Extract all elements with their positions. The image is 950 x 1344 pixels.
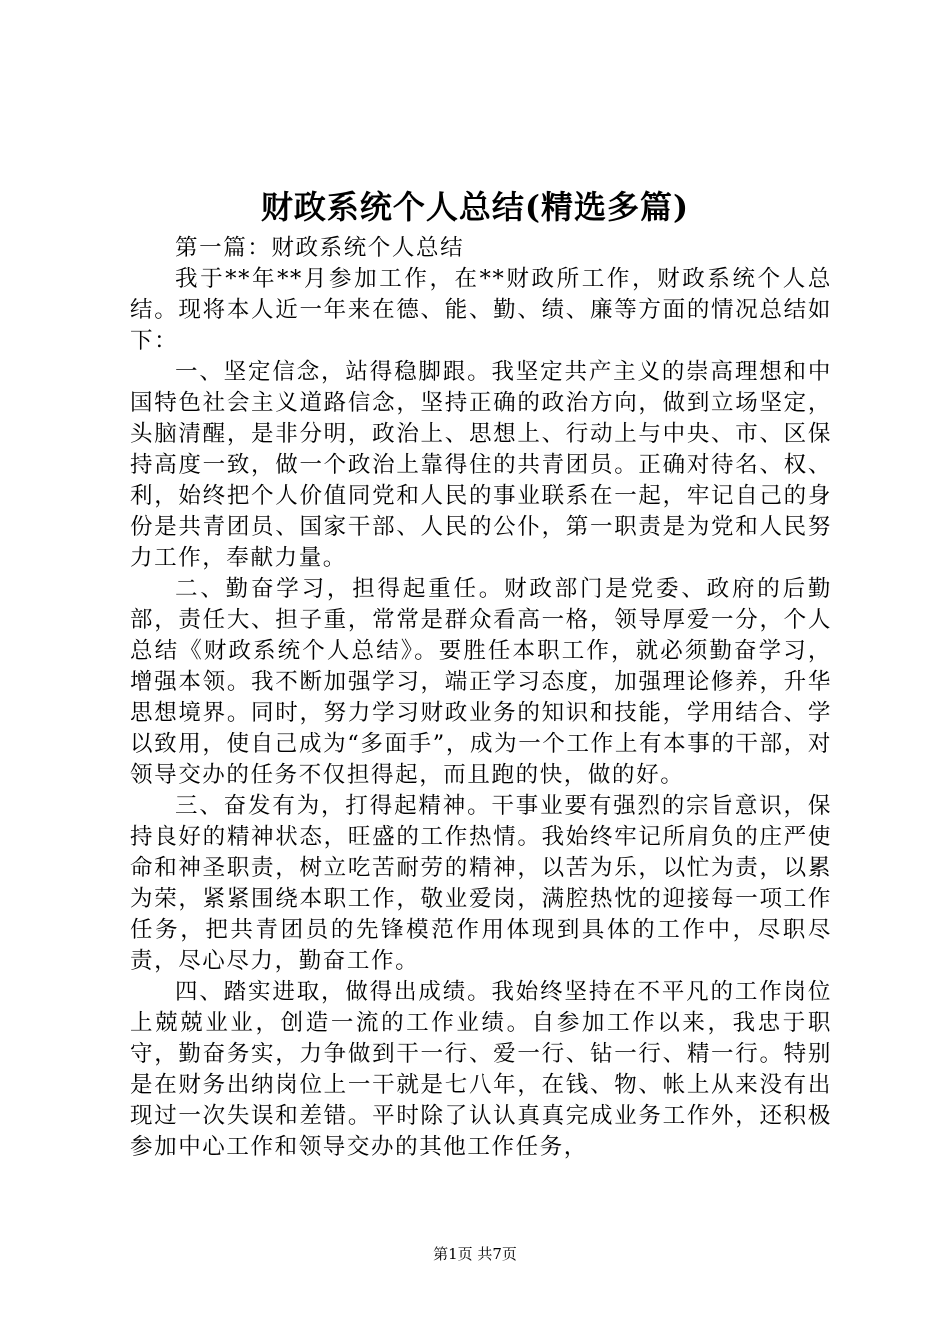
body-paragraph: 四、踏实进取，做得出成绩。我始终坚持在不平凡的工作岗位上兢兢业业，创造一流的工作业绩。自参加工作以来，我忠于职守，勤奋务实，力争做到干一行、爱一行、钻一行、精一行。特别是在财务出纳岗位上一干就是七八年，在钱、物、帐上从来没有出现过一次失误和差错。平时除了认认真真完成业务工作外，还积极参加中心工作和领导交办的其他工作任务， bbox=[130, 979, 832, 1160]
body-paragraph: 一、坚定信念，站得稳脚跟。我坚定共产主义的崇高理想和中国特色社会主义道路信念，坚持正确的政治方向，做到立场坚定，头脑清醒，是非分明，政治上、思想上、行动上与中央、市、区保持高度一致，做一个政治上靠得住的共青团员。正确对待名、权、利，始终把个人价值同党和人民的事业联系在一起，牢记自己的身份是共青团员、国家干部、人民的公仆，第一职责是为党和人民努力工作，奉献力量。 bbox=[130, 359, 832, 571]
page-footer: 第1页 共7页 bbox=[433, 1245, 517, 1263]
body-paragraph: 三、奋发有为，打得起精神。干事业要有强烈的宗旨意识，保持良好的精神状态，旺盛的工作热情。我始终牢记所肩负的庄严使命和神圣职责，树立吃苦耐劳的精神，以苦为乐，以忙为责，以累为荣，紧紧围绕本职工作，敬业爱岗，满腔热忱的迎接每一项工作任务，把共青团员的先锋模范作用体现到具体的工作中，尽职尽责，尽心尽力，勤奋工作。 bbox=[130, 793, 832, 974]
section-heading: 第一篇：财政系统个人总结 bbox=[175, 235, 465, 261]
body-paragraph: 我于**年**月参加工作，在**财政所工作，财政系统个人总结。现将本人近一年来在德、能、勤、绩、廉等方面的情况总结如下： bbox=[130, 266, 832, 354]
document-body bbox=[130, 233, 832, 1163]
body-paragraph: 二、勤奋学习，担得起重任。财政部门是党委、政府的后勤部，责任大、担子重，常常是群众看高一格，领导厚爱一分，个人总结《财政系统个人总结》。要胜任本职工作，就必须勤奋学习，增强本领。我不断加强学习，端正学习态度，加强理论修养，升华思想境界。同时，努力学习财政业务的知识和技能，学用结合、学以致用，使自己成为“多面手”，成为一个工作上有本事的干部，对领导交办的任务不仅担得起，而且跑的快，做的好。 bbox=[130, 576, 832, 788]
document-title: 财政系统个人总结(精选多篇) bbox=[260, 188, 690, 226]
